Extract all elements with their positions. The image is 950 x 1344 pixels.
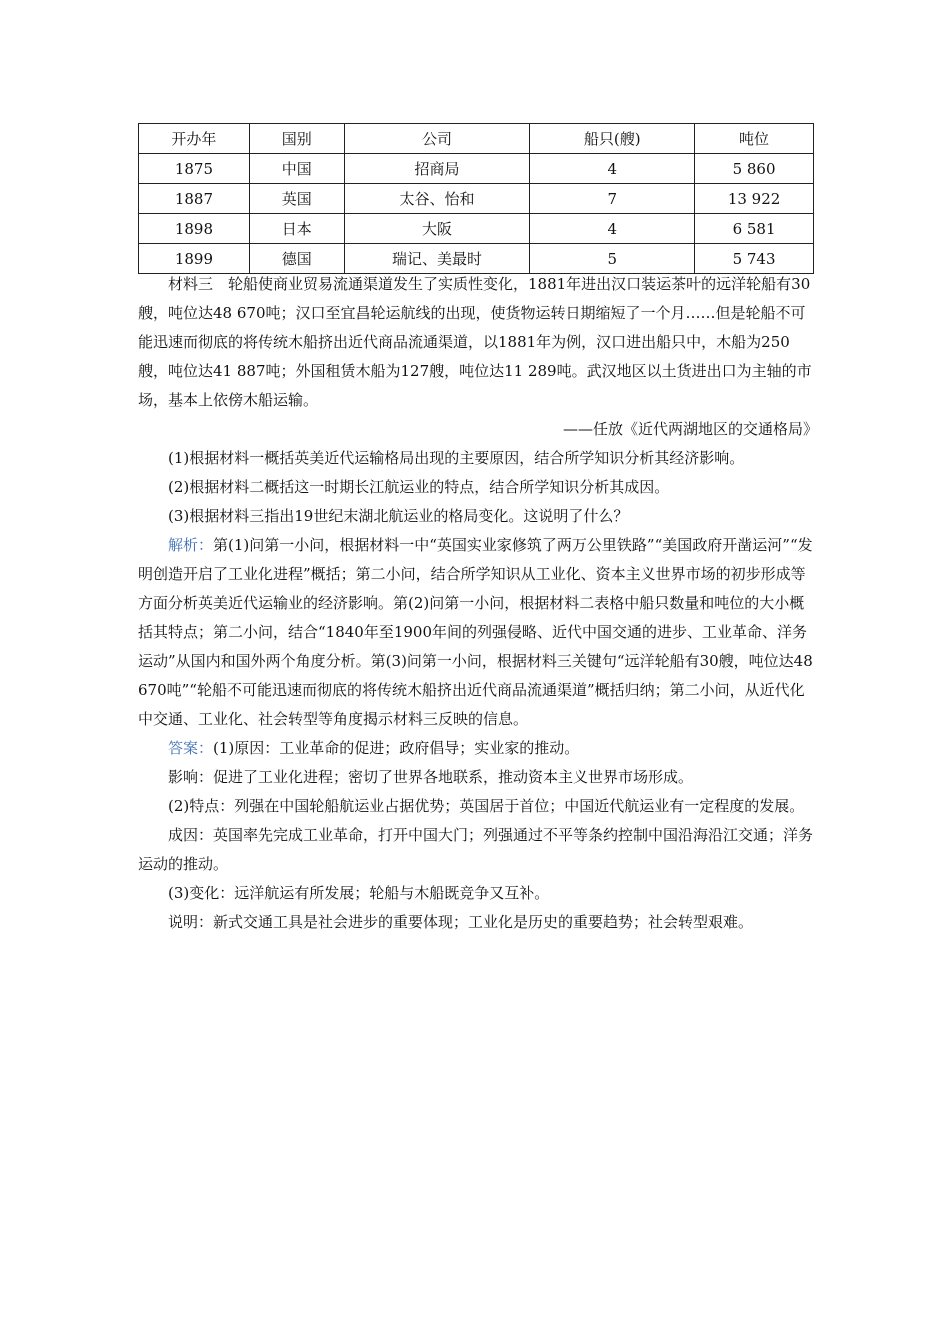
table-row — [139, 154, 814, 184]
analysis-text: 第(1)问第一小问，根据材料一中“英国实业家修筑了两万公里铁路”“美国政府开凿运河”“发明创造开启了工业化进程”概括；第二小问，结合所学知识从工业化、资本主义世界市场的初步形成等方面分析英美近代运输业的经济影响。第(2)问第一小问，根据材料二表格中船只数量和吨位的大小概括其特点；第二小问，结合“1840年至1900年间的列强侵略、近代中国交通的进步、工业革命、洋务运动”从国内和国外两个角度分析。第(3)问第一小问，根据材料三关键句“远洋轮船有30艘，吨位达48 670吨”“轮船不可能迅速而彻底的将传统木船挤出近代商品流通渠道”概括归纳；第二小问，从近代化中交通、工业化、社会转型等角度揭示材料三反映的信息。 — [138, 536, 813, 728]
cell-tonnage: 6 581 — [695, 214, 814, 244]
cell-ships: 5 — [530, 244, 695, 274]
table-header-row — [139, 124, 814, 154]
answer-line-3: (2)特点：列强在中国轮船航运业占据优势；英国居于首位；中国近代航运业有一定程度的发展。 — [168, 797, 805, 815]
table-row — [139, 244, 814, 274]
cell-year: 1898 — [139, 214, 250, 244]
body-text — [138, 270, 818, 937]
cell-country: 中国 — [249, 154, 344, 184]
cell-ships: 4 — [530, 154, 695, 184]
source-citation: ——任放《近代两湖地区的交通格局》 — [562, 420, 818, 438]
cell-company: 太谷、怡和 — [344, 184, 530, 214]
answer-label: 答案： — [168, 739, 214, 757]
answer-line-5: (3)变化：远洋航运有所发展；轮船与木船既竞争又互补。 — [168, 884, 550, 902]
cell-company: 大阪 — [344, 214, 530, 244]
question-3: (3)根据材料三指出19世纪末湖北航运业的格局变化。这说明了什么？ — [168, 507, 629, 525]
analysis-label: 解析： — [168, 536, 214, 554]
cell-tonnage: 5 860 — [695, 154, 814, 184]
answer-line-2: 影响：促进了工业化进程；密切了世界各地联系，推动资本主义世界市场形成。 — [168, 768, 694, 786]
header-country: 国别 — [249, 124, 344, 154]
cell-ships: 7 — [530, 184, 695, 214]
cell-tonnage: 13 922 — [695, 184, 814, 214]
cell-country: 英国 — [249, 184, 344, 214]
header-company: 公司 — [344, 124, 530, 154]
cell-year: 1887 — [139, 184, 250, 214]
cell-ships: 4 — [530, 214, 695, 244]
shipping-table — [138, 123, 814, 274]
analysis-paragraph — [138, 531, 818, 734]
header-tonnage: 吨位 — [695, 124, 814, 154]
question-1: (1)根据材料一概括英美近代运输格局出现的主要原因，结合所学知识分析其经济影响。 — [168, 449, 745, 467]
question-2: (2)根据材料二概括这一时期长江航运业的特点，结合所学知识分析其成因。 — [168, 478, 670, 496]
header-year: 开办年 — [139, 124, 250, 154]
cell-company: 招商局 — [344, 154, 530, 184]
cell-country: 德国 — [249, 244, 344, 274]
answer-line-4: 成因：英国率先完成工业革命，打开中国大门；列强通过不平等条约控制中国沿海沿江交通；洋务运动的推动。 — [138, 826, 814, 873]
cell-company: 瑞记、美最时 — [344, 244, 530, 274]
table-row — [139, 184, 814, 214]
answer-line-1 — [138, 734, 818, 763]
material-three: 材料三 轮船使商业贸易流通渠道发生了实质性变化，1881年进出汉口装运茶叶的远洋轮船有30艘，吨位达48 670吨；汉口至宜昌轮运航线的出现，使货物运转日期缩短了一个月……但是轮船不可能迅速而彻底的将传统木船挤出近代商品流通渠道，以1881年为例，汉口进出船只中，木船为250艘，吨位达41 887吨；外国租赁木船为127艘，吨位达11 289吨。武汉地区以土货进出口为主轴的市场，基本上依傍木船运输。 — [138, 275, 812, 409]
cell-year: 1899 — [139, 244, 250, 274]
table-row — [139, 214, 814, 244]
answer-text: (1)原因：工业革命的促进；政府倡导；实业家的推动。 — [213, 739, 580, 757]
answer-line-6: 说明：新式交通工具是社会进步的重要体现；工业化是历史的重要趋势；社会转型艰难。 — [168, 913, 754, 931]
cell-tonnage: 5 743 — [695, 244, 814, 274]
cell-country: 日本 — [249, 214, 344, 244]
header-ships: 船只(艘) — [530, 124, 695, 154]
cell-year: 1875 — [139, 154, 250, 184]
